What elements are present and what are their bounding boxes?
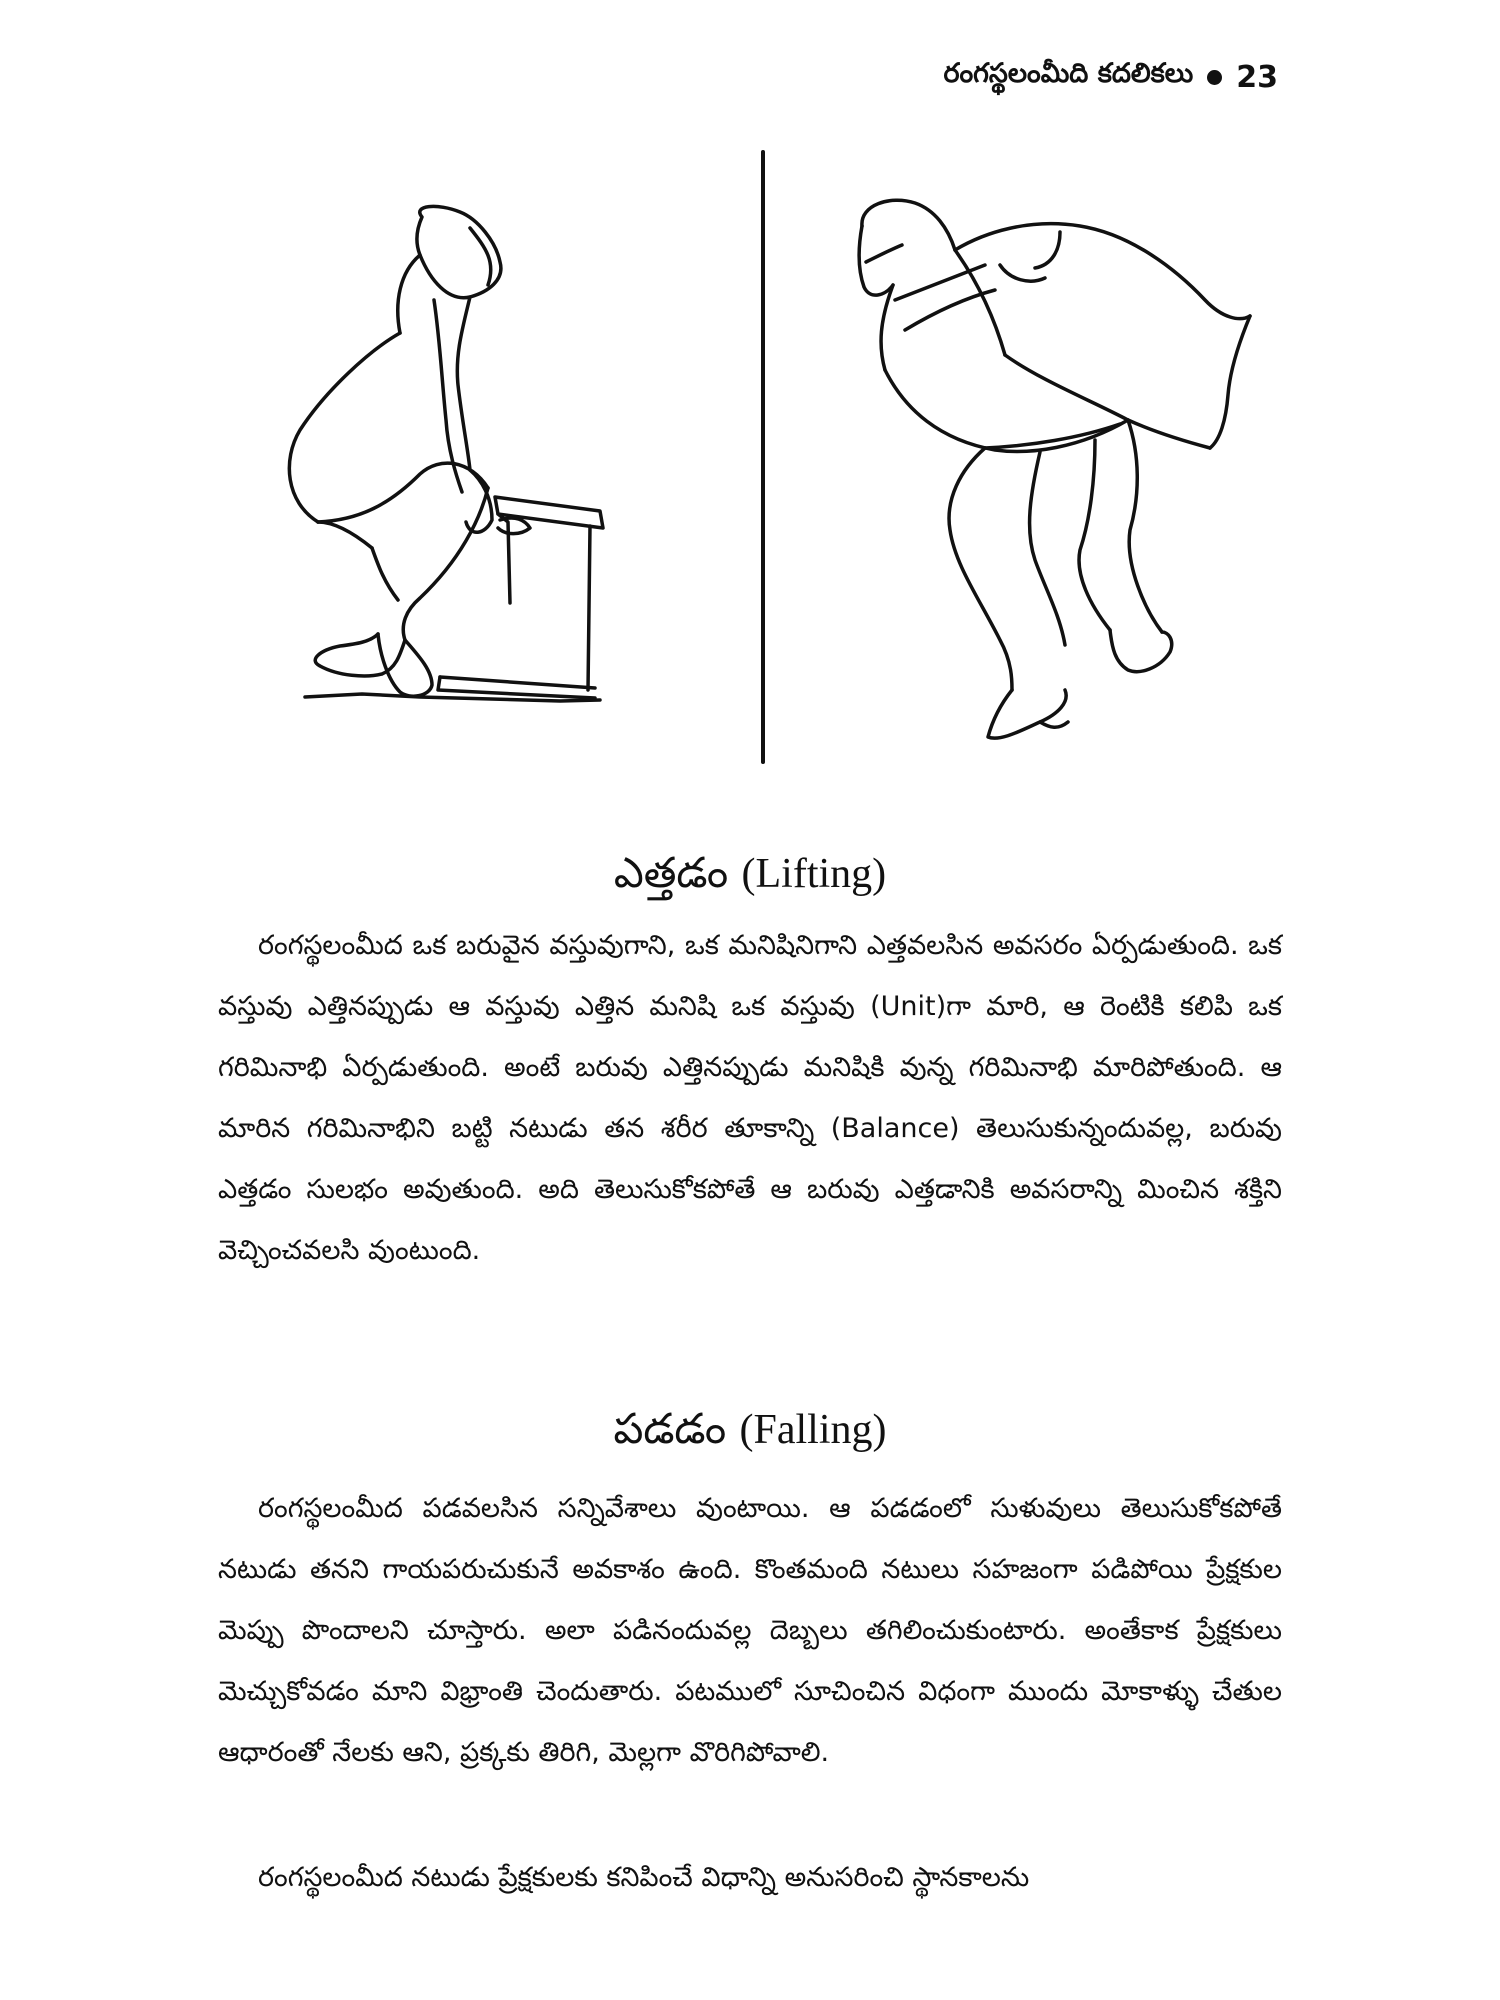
section-heading-falling <box>0 1404 1500 1464</box>
illustration <box>0 0 1500 780</box>
running-head-title: రంగస్థలంమీది కదలికలు <box>943 58 1194 89</box>
paragraph: రంగస్థలంమీద నటుడు ప్రేక్షకులకు కనిపించే విధాన్ని అనుసరించి స్థానకాలను <box>258 1862 1030 1893</box>
page-number: 23 <box>1236 59 1278 95</box>
paragraph: రంగస్థలంమీద పడవలసిన సన్నివేశాలు వుంటాయి. ఆ పడడంలో సుళువులు తెలుసుకోకపోతే నటుడు తనని గాయపరుచుకునే అవకాశం ఉంది. కొంతమంది నటులు సహజంగా పడిపోయి ప్రేక్షకుల మెప్పు పొందాలని చూస్తారు. అలా పడినందువల్ల దెబ్బలు తగిలించుకుంటారు. అంతేకాక ప్రేక్షకులు మెచ్చుకోవడం మాని విభ్రాంతి చెందుతారు. పటములో సూచించిన విధంగా ముందు మోకాళ్ళు చేతుల ఆధారంతో నేలకు ఆని, ప్రక్కకు తిరిగి, మెల్లగా వొరిగిపోవాలి. <box>218 1493 1282 1768</box>
heading-english: (Falling) <box>739 1407 887 1453</box>
lifting-figure <box>289 206 603 701</box>
carrying-sack-figure <box>859 200 1250 738</box>
heading-telugu: ఎత్తడం <box>613 848 729 897</box>
heading-english: (Lifting) <box>741 851 887 897</box>
paragraph: రంగస్థలంమీద ఒక బరువైన వస్తువుగాని, ఒక మనిషినిగాని ఎత్తవలసిన అవసరం ఏర్పడుతుంది. ఒక వస్తువు ఎత్తినప్పుడు ఆ వస్తువు ఎత్తిన మనిషి ఒక వస్తువు (Unit)గా మారి, ఆ రెంటికి కలిపి ఒక గరిమినాభి ఏర్పడుతుంది. అంటే బరువు ఎత్తినప్పుడు మనిషికి వున్న గరిమినాభి మారిపోతుంది. ఆ మారిన గరిమినాభిని బట్టి నటుడు తన శరీర తూకాన్ని (Balance) తెలుసుకున్నందువల్ల, బరువు ఎత్తడం సులభం అవుతుంది. అది తెలుసుకోకపోతే ఆ బరువు ఎత్తడానికి అవసరాన్ని మించిన శక్తిని వెచ్చించవలసి వుంటుంది. <box>218 930 1282 1266</box>
heading-telugu: పడడం <box>613 1404 727 1453</box>
section-heading-lifting <box>0 848 1500 908</box>
